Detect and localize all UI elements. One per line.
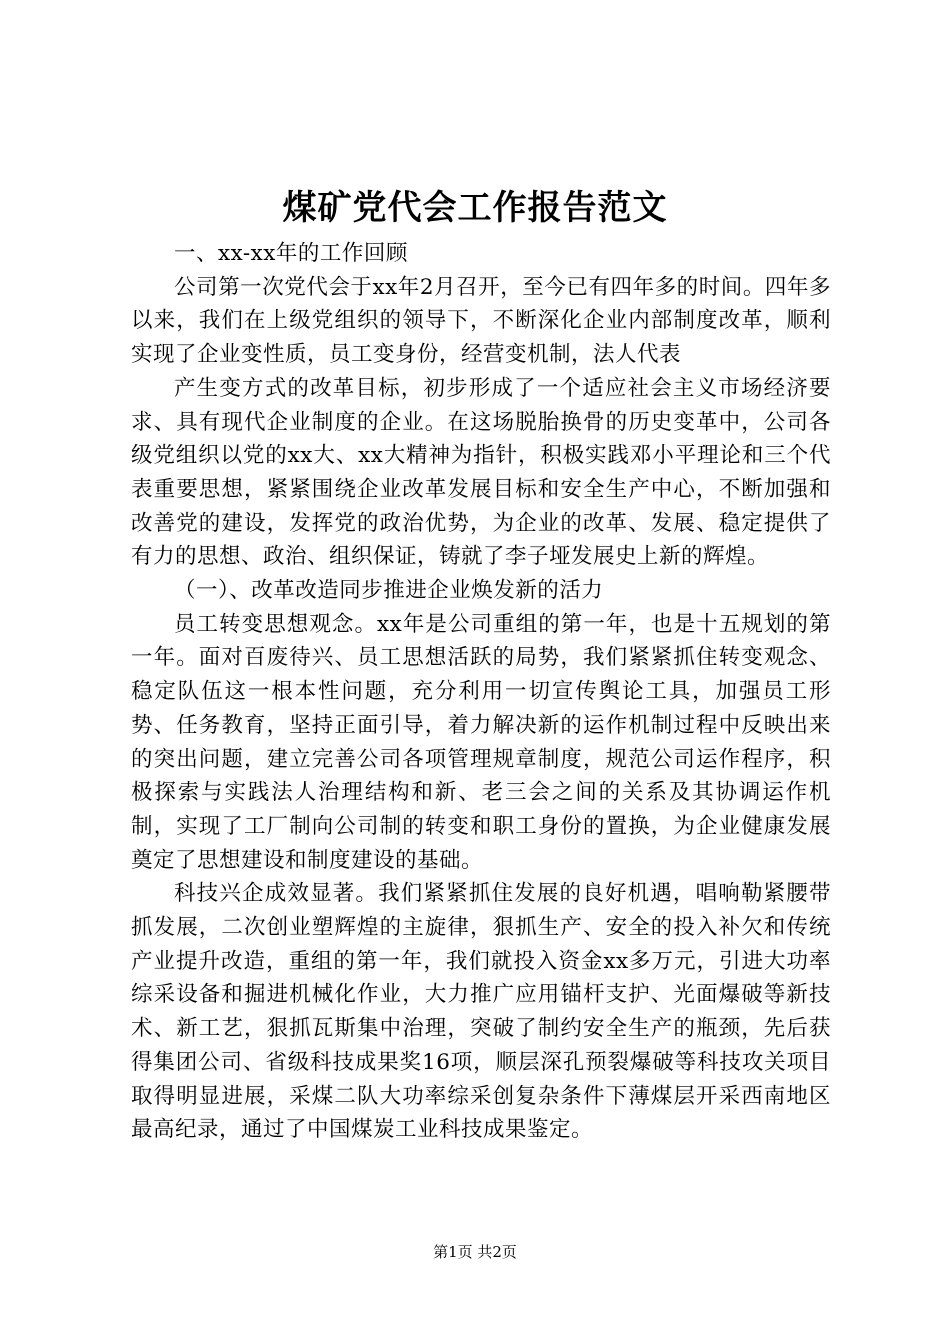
body-paragraph: 科技兴企成效显著。我们紧紧抓住发展的良好机遇，唱响勒紧腰带抓发展，二次创业塑辉煌的主旋律，狠抓生产、安全的投入补欠和传统产业提升改造，重组的第一年，我们就投入资金xx多万元，引进大功率综采设备和掘进机械化作业，大力推广应用锚杆支护、光面爆破等新技术、新工艺，狠抓瓦斯集中治理，突破了制约安全生产的瓶颈，先后获得集团公司、省级科技成果奖16项，顺层深孔预裂爆破等科技攻关项目取得明显进展，采煤二队大功率综采创复杂条件下薄煤层开采西南地区最高纪录，通过了中国煤炭工业科技成果鉴定。 — [131, 881, 831, 1143]
document-body — [131, 237, 831, 1147]
body-paragraph: 公司第一次党代会于xx年2月召开，至今已有四年多的时间。四年多以来，我们在上级党组织的领导下，不断深化企业内部制度改革，顺利实现了企业变性质，员工变身份，经营变机制，法人代表 — [131, 274, 831, 368]
body-paragraph: 员工转变思想观念。xx年是公司重组的第一年，也是十五规划的第一年。面对百废待兴、员工思想活跃的局势，我们紧紧抓住转变观念、稳定队伍这一根本性问题，充分利用一切宣传舆论工具，加强员工形势、任务教育，坚持正面引导，着力解决新的运作机制过程中反映出来的突出问题，建立完善公司各项管理规章制度，规范公司运作程序，积极探索与实践法人治理结构和新、老三会之间的关系及其协调运作机制，实现了工厂制向公司制的转变和职工身份的置换，为企业健康发展奠定了思想建设和制度建设的基础。 — [131, 611, 831, 873]
subsection-heading: （一）、改革改造同步推进企业焕发新的活力 — [174, 578, 604, 604]
document-title: 煤矿党代会工作报告范文 — [282, 188, 668, 228]
section-heading: 一、xx-xx年的工作回顾 — [174, 241, 408, 266]
body-paragraph: 产生变方式的改革目标，初步形成了一个适应社会主义市场经济要求、具有现代企业制度的企业。在这场脱胎换骨的历史变革中，公司各级党组织以党的xx大、xx大精神为指针，积极实践邓小平理论和三个代表重要思想，紧紧围绕企业改革发展目标和安全生产中心，不断加强和改善党的建设，发挥党的政治优势，为企业的改革、发展、稳定提供了有力的思想、政治、组织保证，铸就了李子垭发展史上新的辉煌。 — [131, 375, 831, 570]
page-footer: 第1页 共2页 — [433, 1243, 517, 1261]
